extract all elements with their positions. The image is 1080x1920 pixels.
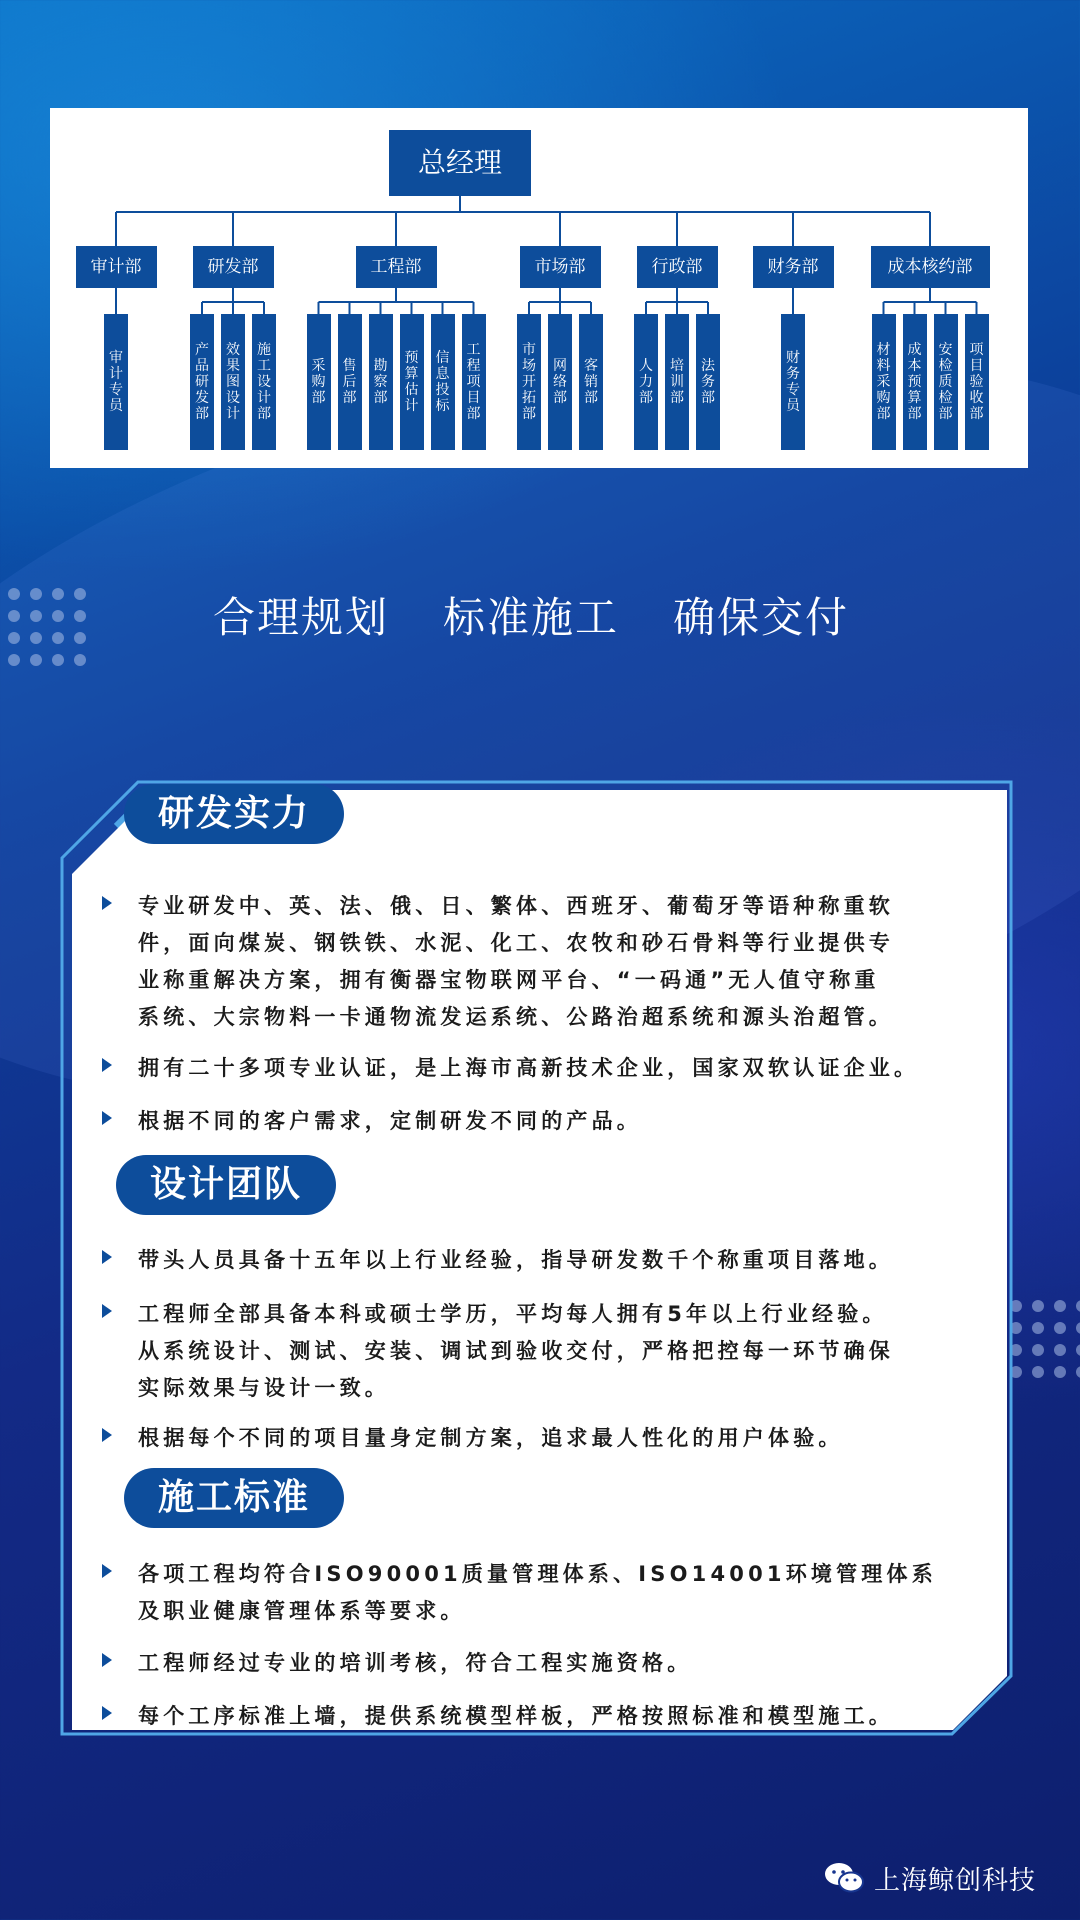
org-sub-char: 部 (466, 406, 481, 422)
dot (8, 654, 20, 666)
org-sub-char: 审 (109, 350, 123, 366)
org-sub-char: 部 (553, 390, 567, 406)
slogan-item-2: 标准施工 (443, 593, 620, 642)
org-sub-char: 开 (522, 374, 536, 390)
bullet-arrow-icon (102, 1250, 112, 1264)
org-sub-char: 效 (226, 342, 240, 358)
org-sub-char: 预 (404, 350, 419, 366)
org-sub-char: 员 (786, 398, 800, 414)
section-title-construction: 施工标准 (124, 1468, 344, 1528)
org-sub-box (872, 314, 896, 450)
decorative-dots-left (8, 588, 86, 666)
org-dept-box: 研发部 (193, 246, 274, 288)
org-sub-char: 计 (257, 390, 271, 406)
org-sub-box (665, 314, 689, 450)
bullet-item (102, 888, 952, 1036)
org-sub-char: 务 (701, 374, 715, 390)
org-sub-char: 市 (522, 342, 536, 358)
org-sub-char: 成 (907, 342, 922, 358)
bullet-text (138, 1556, 952, 1630)
org-sub-char: 果 (226, 358, 240, 374)
org-sub-char: 部 (969, 406, 984, 422)
dot (74, 632, 86, 644)
dot (1076, 1366, 1080, 1378)
org-sub-char: 部 (701, 390, 715, 406)
org-chart-panel (50, 108, 1028, 468)
dot (74, 610, 86, 622)
bullet-arrow-icon (102, 1304, 112, 1318)
org-sub-char: 算 (907, 390, 922, 406)
org-dept-box: 审计部 (76, 246, 157, 288)
org-sub-char: 部 (522, 406, 536, 422)
org-sub-char: 材 (876, 342, 891, 358)
section-title-design: 设计团队 (116, 1155, 336, 1215)
bullet-item (102, 1103, 952, 1140)
org-sub-char: 项 (969, 342, 984, 358)
org-sub-char: 网 (553, 358, 567, 374)
bullet-arrow-icon (102, 1564, 112, 1578)
org-sub-char: 部 (342, 390, 357, 406)
org-sub-char: 检 (938, 358, 953, 374)
dot (1032, 1322, 1044, 1334)
org-sub-char: 察 (373, 374, 388, 390)
org-sub-char: 标 (435, 398, 450, 414)
org-sub-char: 本 (907, 358, 922, 374)
org-sub-char: 产 (195, 342, 209, 358)
org-sub-char: 料 (876, 358, 891, 374)
org-sub-box (431, 314, 455, 450)
bullet-text (138, 1645, 952, 1682)
bullet-line: 系统、大宗物料一卡通物流发运系统、公路治超系统和源头治超管。 (138, 1005, 894, 1029)
bullet-text (138, 1698, 952, 1735)
bullet-item (102, 1050, 952, 1087)
dot (1076, 1322, 1080, 1334)
bullet-item (102, 1645, 952, 1682)
dot (1054, 1322, 1066, 1334)
org-dept-box: 成本核约部 (871, 246, 990, 288)
org-sub-char: 部 (373, 390, 388, 406)
bullet-line: 根据不同的客户需求，定制研发不同的产品。 (138, 1109, 642, 1133)
decorative-dots-right (1010, 1300, 1080, 1378)
org-sub-char: 购 (311, 374, 326, 390)
dot (74, 654, 86, 666)
bullet-line: 实际效果与设计一致。 (138, 1376, 390, 1400)
dot (52, 654, 64, 666)
bullet-line: 专业研发中、英、法、俄、日、繁体、西班牙、葡萄牙等语种称重软 (138, 894, 894, 918)
org-sub-box (517, 314, 541, 450)
dot (1032, 1366, 1044, 1378)
org-sub-char: 设 (226, 390, 240, 406)
org-sub-char: 发 (195, 390, 209, 406)
org-sub-char: 部 (907, 406, 922, 422)
bullet-item (102, 1296, 952, 1407)
bullet-text (138, 1242, 952, 1279)
org-sub-char: 设 (257, 374, 271, 390)
org-sub-char: 算 (404, 366, 419, 382)
bullet-arrow-icon (102, 1706, 112, 1720)
org-sub-char: 络 (553, 374, 567, 390)
org-sub-box (221, 314, 245, 450)
dot (1054, 1366, 1066, 1378)
slogan-item-3: 确保交付 (673, 593, 850, 642)
bullet-arrow-icon (102, 1428, 112, 1442)
dot (52, 588, 64, 600)
dot (74, 588, 86, 600)
org-sub-char: 目 (466, 390, 481, 406)
org-sub-char: 部 (584, 390, 598, 406)
bullet-text (138, 1420, 952, 1457)
org-sub-char: 人 (639, 358, 653, 374)
dot (1054, 1344, 1066, 1356)
org-sub-char: 计 (404, 398, 419, 414)
org-sub-char: 务 (786, 366, 800, 382)
org-sub-char: 采 (311, 358, 326, 374)
org-sub-char: 部 (195, 406, 209, 422)
org-sub-box (903, 314, 927, 450)
org-sub-box (190, 314, 214, 450)
org-sub-char: 部 (876, 406, 891, 422)
org-sub-char: 销 (584, 374, 598, 390)
org-sub-char: 场 (522, 358, 536, 374)
bullet-text (138, 1050, 952, 1087)
org-sub-char: 专 (786, 382, 800, 398)
slogan-item-1: 合理规划 (213, 593, 390, 642)
org-sub-box (338, 314, 362, 450)
dot (30, 654, 42, 666)
org-sub-char: 预 (907, 374, 922, 390)
footer (824, 1858, 1036, 1898)
org-sub-char: 售 (342, 358, 357, 374)
footer-account-name: 上海鲸创科技 (873, 1865, 1036, 1896)
org-sub-box (579, 314, 603, 450)
bullet-arrow-icon (102, 896, 112, 910)
dot (8, 610, 20, 622)
bullet-line: 及职业健康管理体系等要求。 (138, 1599, 466, 1623)
bullet-line: 件，面向煤炭、钢铁铁、水泥、化工、农牧和砂石骨料等行业提供专 (138, 931, 894, 955)
org-sub-char: 质 (938, 374, 953, 390)
dot (8, 588, 20, 600)
org-sub-box (307, 314, 331, 450)
org-sub-char: 部 (938, 406, 953, 422)
org-sub-char: 目 (969, 358, 984, 374)
org-sub-char: 训 (670, 374, 684, 390)
bullet-line: 工程师全部具备本科或硕士学历，平均每人拥有5年以上行业经验。 (138, 1302, 888, 1326)
dot (30, 588, 42, 600)
org-sub-char: 专 (109, 382, 123, 398)
org-sub-char: 息 (435, 366, 450, 382)
org-sub-box (462, 314, 486, 450)
bullet-arrow-icon (102, 1653, 112, 1667)
slogan (0, 585, 1080, 649)
wechat-icon (824, 1861, 864, 1895)
bullet-arrow-icon (102, 1111, 112, 1125)
bullet-line: 根据每个不同的项目量身定制方案，追求最人性化的用户体验。 (138, 1426, 844, 1450)
org-sub-char: 部 (311, 390, 326, 406)
org-sub-char: 估 (404, 382, 419, 398)
org-sub-char: 部 (639, 390, 653, 406)
org-sub-char: 部 (257, 406, 271, 422)
org-root-box: 总经理 (389, 130, 531, 196)
org-sub-char: 财 (786, 350, 800, 366)
org-dept-box: 财务部 (753, 246, 834, 288)
bullet-line: 业称重解决方案，拥有衡器宝物联网平台、“一码通”无人值守称重 (138, 968, 880, 992)
org-sub-char: 培 (670, 358, 684, 374)
org-sub-char: 法 (701, 358, 715, 374)
bullet-text (138, 1103, 952, 1140)
org-sub-box (104, 314, 128, 450)
org-sub-char: 信 (435, 350, 450, 366)
bullet-arrow-icon (102, 1058, 112, 1072)
org-sub-char: 验 (969, 374, 984, 390)
bullet-text (138, 888, 952, 1036)
bullet-line: 从系统设计、测试、安装、调试到验收交付，严格把控每一环节确保 (138, 1339, 894, 1363)
bullet-line: 工程师经过专业的培训考核，符合工程实施资格。 (138, 1651, 693, 1675)
bullet-line: 各项工程均符合ISO90001质量管理体系、ISO14001环境管理体系 (138, 1562, 937, 1586)
org-sub-char: 计 (109, 366, 123, 382)
org-sub-box (965, 314, 989, 450)
org-sub-char: 采 (876, 374, 891, 390)
org-sub-char: 安 (938, 342, 953, 358)
org-sub-box (369, 314, 393, 450)
org-sub-char: 图 (226, 374, 240, 390)
org-sub-char: 购 (876, 390, 891, 406)
dot (8, 632, 20, 644)
org-sub-box (934, 314, 958, 450)
org-sub-char: 程 (466, 358, 481, 374)
org-dept-box: 行政部 (637, 246, 718, 288)
org-sub-box (781, 314, 805, 450)
org-sub-char: 工 (257, 358, 271, 374)
org-sub-box (634, 314, 658, 450)
dot (1032, 1344, 1044, 1356)
org-sub-char: 员 (109, 398, 123, 414)
dot (52, 610, 64, 622)
bullet-line: 拥有二十多项专业认证，是上海市高新技术企业，国家双软认证企业。 (138, 1056, 920, 1080)
org-sub-box (696, 314, 720, 450)
org-sub-char: 力 (639, 374, 653, 390)
dot (1032, 1300, 1044, 1312)
org-dept-box: 工程部 (356, 246, 437, 288)
org-sub-char: 检 (938, 390, 953, 406)
org-dept-box: 市场部 (520, 246, 601, 288)
org-sub-char: 客 (584, 358, 598, 374)
org-sub-box (548, 314, 572, 450)
org-sub-char: 勘 (373, 358, 388, 374)
section-title-rd: 研发实力 (124, 784, 344, 844)
org-sub-char: 项 (466, 374, 481, 390)
org-sub-char: 品 (195, 358, 209, 374)
dot (1076, 1344, 1080, 1356)
org-sub-char: 部 (670, 390, 684, 406)
org-sub-char: 计 (226, 406, 240, 422)
bullet-text (138, 1296, 952, 1407)
dot (30, 632, 42, 644)
org-sub-char: 拓 (522, 390, 536, 406)
bullet-item (102, 1420, 952, 1457)
org-sub-box (400, 314, 424, 450)
org-sub-char: 工 (466, 342, 481, 358)
dot (52, 632, 64, 644)
org-sub-char: 后 (342, 374, 357, 390)
bullet-item (102, 1556, 952, 1630)
org-sub-box (252, 314, 276, 450)
bullet-line: 每个工序标准上墙，提供系统模型样板，严格按照标准和模型施工。 (138, 1704, 894, 1728)
bullet-item (102, 1242, 952, 1279)
org-sub-char: 投 (435, 382, 450, 398)
dot (1054, 1300, 1066, 1312)
dot (30, 610, 42, 622)
org-sub-char: 施 (257, 342, 271, 358)
org-sub-char: 收 (969, 390, 984, 406)
bullet-item (102, 1698, 952, 1735)
org-sub-char: 研 (195, 374, 209, 390)
dot (1076, 1300, 1080, 1312)
bullet-line: 带头人员具备十五年以上行业经验，指导研发数千个称重项目落地。 (138, 1248, 894, 1272)
